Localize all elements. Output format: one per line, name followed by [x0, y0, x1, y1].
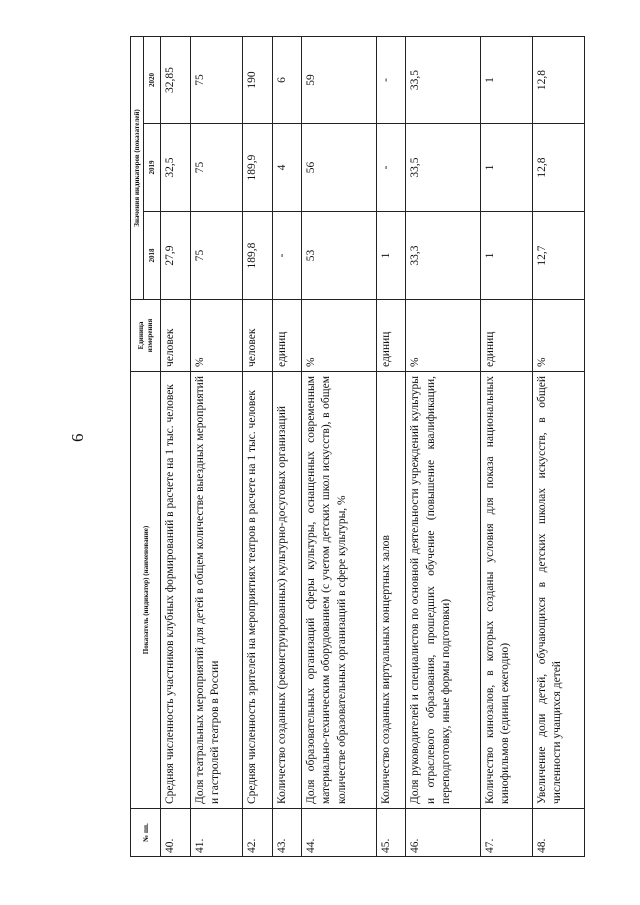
page-number: 6: [68, 433, 87, 442]
row-indicator-name: Средняя численность участников клубных формирований в расчете на 1 тыс. человек: [161, 372, 191, 809]
row-num: 44.: [302, 809, 376, 857]
row-value-2018: 53: [302, 212, 376, 300]
row-value-2018: -: [272, 212, 302, 300]
row-value-2020: -: [376, 37, 406, 124]
table-row: [406, 37, 480, 857]
row-value-2020: 6: [272, 37, 302, 124]
row-indicator-name: Средняя численность зрителей на мероприятиях театров в расчете на 1 тыс. человек: [242, 372, 272, 809]
table-row: [532, 37, 584, 857]
row-indicator-name: Количество созданных виртуальных концертных залов: [376, 372, 406, 809]
row-value-2018: 1: [480, 212, 532, 300]
row-num: 41.: [190, 809, 242, 857]
row-indicator-name: Количество созданных (реконструированных) культурно-досуговых организаций: [272, 372, 302, 809]
row-value-2018: 27,9: [161, 212, 191, 300]
header-indicator: Показатель (индикатор) (наименование): [131, 372, 161, 809]
row-num: 40.: [161, 809, 191, 857]
row-unit: человек: [161, 300, 191, 372]
row-value-2019: 4: [272, 124, 302, 212]
row-unit: единиц: [272, 300, 302, 372]
table-row: [376, 37, 406, 857]
row-value-2019: 56: [302, 124, 376, 212]
row-unit: %: [406, 300, 480, 372]
header-year-2018: 2018: [144, 212, 161, 300]
table-header-row: [131, 37, 144, 857]
row-value-2020: 32,85: [161, 37, 191, 124]
row-num: 42.: [242, 809, 272, 857]
row-value-2020: 1: [480, 37, 532, 124]
row-unit: единиц: [376, 300, 406, 372]
row-value-2020: 12,8: [532, 37, 584, 124]
row-value-2020: 59: [302, 37, 376, 124]
row-indicator-name: Доля образовательных организаций сферы культуры, оснащенных современным материально-техническим оборудованием (с учетом детских школ искусств), в общем количестве образовательных организаций в сфере культуры, %: [302, 372, 376, 809]
row-value-2020: 75: [190, 37, 242, 124]
row-unit: %: [302, 300, 376, 372]
header-unit: Единица измерения: [131, 300, 161, 372]
row-indicator-name: Доля театральных мероприятий для детей в общем количестве выездных мероприятий и гастролей театров в России: [190, 372, 242, 809]
row-indicator-name: Увеличение доли детей, обучающихся в детских школах искусств, в общей численности учащихся детей: [532, 372, 584, 809]
row-value-2018: 1: [376, 212, 406, 300]
row-unit: %: [190, 300, 242, 372]
row-value-2019: 12,8: [532, 124, 584, 212]
row-num: 43.: [272, 809, 302, 857]
row-unit: человек: [242, 300, 272, 372]
row-value-2019: 1: [480, 124, 532, 212]
header-year-2019: 2019: [144, 124, 161, 212]
table-row: [161, 37, 191, 857]
row-num: 48.: [532, 809, 584, 857]
table-row: [242, 37, 272, 857]
row-num: 47.: [480, 809, 532, 857]
row-value-2019: 33,5: [406, 124, 480, 212]
row-indicator-name: Количество кинозалов, в которых созданы условия для показа национальных кинофильмов (единиц ежегодно): [480, 372, 532, 809]
table-row: [302, 37, 376, 857]
row-value-2020: 190: [242, 37, 272, 124]
header-num: № пп.: [131, 809, 161, 857]
header-values-group: Значения индикаторов (показателей): [131, 37, 144, 300]
row-indicator-name: Доля руководителей и специалистов по основной деятельности учреждений культуры и отраслевого образования, прошедших обучение (повышение квалификации, переподготовку, иные формы подготовки): [406, 372, 480, 809]
row-value-2018: 189,8: [242, 212, 272, 300]
table-row: [272, 37, 302, 857]
row-value-2019: -: [376, 124, 406, 212]
row-unit: единиц: [480, 300, 532, 372]
row-value-2018: 12,7: [532, 212, 584, 300]
row-value-2018: 33,3: [406, 212, 480, 300]
row-num: 45.: [376, 809, 406, 857]
row-value-2019: 189,9: [242, 124, 272, 212]
table-row: [190, 37, 242, 857]
row-value-2018: 75: [190, 212, 242, 300]
indicators-table: [130, 36, 585, 857]
row-value-2020: 33,5: [406, 37, 480, 124]
rotated-table-wrapper: [130, 37, 585, 857]
header-year-2020: 2020: [144, 37, 161, 124]
row-unit: %: [532, 300, 584, 372]
table-row: [480, 37, 532, 857]
row-num: 46.: [406, 809, 480, 857]
row-value-2019: 75: [190, 124, 242, 212]
row-value-2019: 32,5: [161, 124, 191, 212]
